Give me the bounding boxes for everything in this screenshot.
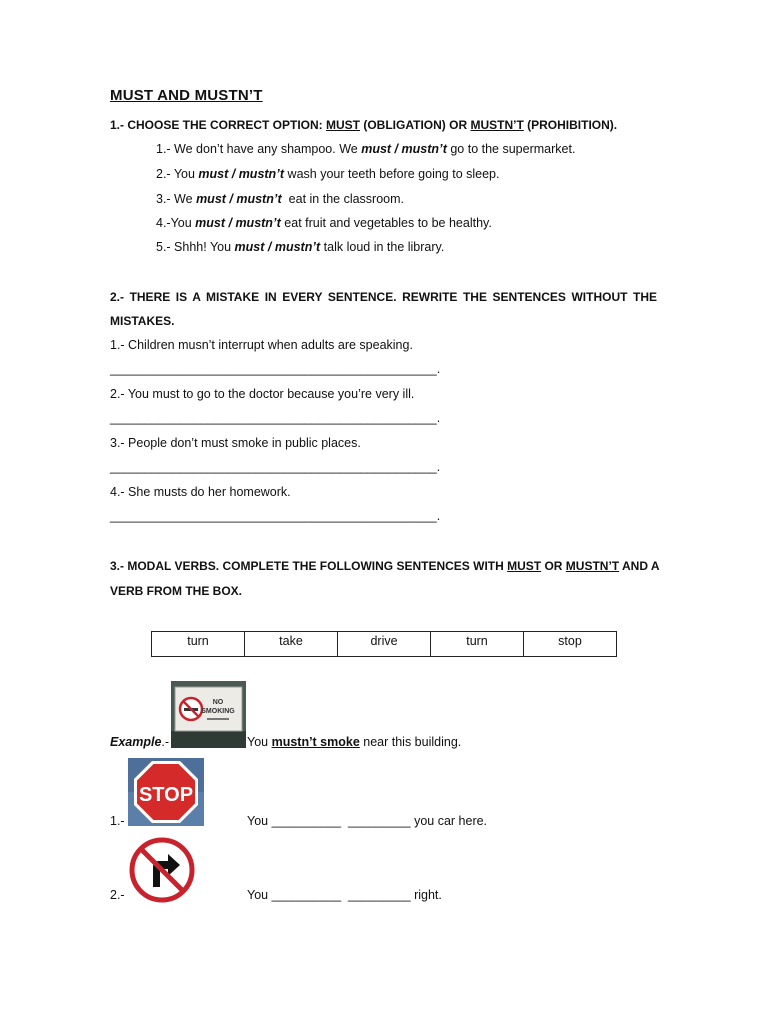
section1-heading-post: (PROHIBITION).: [523, 118, 618, 132]
mistake-sentence: 3.- People don’t must smoke in public places.: [110, 436, 361, 450]
section1-heading: [110, 118, 617, 132]
item-text: eat fruit and vegetables to be healthy.: [280, 216, 492, 230]
mistake-sentence: 2.- You must to go to the doctor because you’re very ill.: [110, 387, 415, 401]
item-text: 2.- You: [156, 167, 199, 181]
example-you: You: [247, 735, 272, 749]
svg-text:SMOKING: SMOKING: [201, 708, 235, 715]
section3-heading-pre: 3.- MODAL VERBS. COMPLETE THE FOLLOWING SENTENCES WITH: [110, 559, 508, 573]
item-options: must / mustn’t: [361, 142, 447, 156]
item-options: must / mustn’t: [195, 216, 281, 230]
section3-heading-post: AND A: [619, 559, 660, 573]
section1-heading-must: MUST: [326, 118, 361, 132]
question-1-number: 1.-: [110, 814, 125, 828]
item-options: must / mustn’t: [198, 167, 285, 181]
section1-item: [156, 240, 444, 254]
example-sentence: [247, 735, 461, 749]
section2-heading-line2: MISTAKES.: [110, 314, 175, 328]
verb-cell: turn: [431, 632, 524, 657]
section1-item: [156, 142, 575, 156]
example-dash: .-: [161, 735, 170, 749]
stop-sign-image: [128, 758, 204, 826]
verb-box: [151, 631, 617, 657]
verb-cell: take: [245, 632, 338, 657]
item-text: 4.-You: [156, 216, 196, 230]
item-text: go to the supermarket.: [446, 142, 576, 156]
item-text: talk loud in the library.: [320, 240, 445, 254]
section3-heading-mustnt: MUSTN’T: [565, 559, 620, 573]
example-label-group: [110, 735, 169, 749]
question-2-number: 2.-: [110, 888, 125, 902]
verb-cell: stop: [524, 632, 617, 657]
page-title: MUST AND MUSTN’T: [110, 87, 263, 104]
section1-heading-pre: 1.- CHOOSE THE CORRECT OPTION:: [110, 118, 327, 132]
section1-heading-mustnt: MUSTN’T: [470, 118, 524, 132]
example-answer: mustn’t smoke: [271, 735, 360, 749]
item-text: 1.- We don’t have any shampoo. We: [156, 142, 362, 156]
question-1-text[interactable]: You __________ _________ you car here.: [247, 814, 488, 828]
answer-line[interactable]: _______________________________________________.: [110, 411, 441, 425]
item-options: must / mustn’t: [234, 240, 321, 254]
svg-text:NO: NO: [212, 699, 224, 706]
section3-heading-must: MUST: [507, 559, 542, 573]
section1-item: [156, 216, 492, 230]
section2-heading-line1: 2.- THERE IS A MISTAKE IN EVERY SENTENCE. REWRITE THE SENTENCES WITHOUT THE: [110, 290, 657, 304]
no-smoking-sign-image: [171, 681, 246, 748]
section3-heading-line2: VERB FROM THE BOX.: [110, 584, 243, 598]
section1-heading-mid: (OBLIGATION) OR: [360, 118, 471, 132]
section1-item: [156, 167, 499, 181]
item-text: wash your teeth before going to sleep.: [284, 167, 500, 181]
section1-item: [156, 192, 404, 206]
example-post: near this building.: [359, 735, 462, 749]
answer-line[interactable]: _______________________________________________.: [110, 362, 441, 376]
mistake-sentence: 1.- Children musn’t interrupt when adults are speaking.: [110, 338, 413, 352]
item-text: 3.- We: [156, 192, 197, 206]
question-2-text[interactable]: You __________ _________ right.: [247, 888, 442, 902]
section3-heading-line1: [110, 559, 660, 573]
verb-cell: turn: [152, 632, 245, 657]
verb-cell: drive: [338, 632, 431, 657]
section3-heading-or: OR: [541, 559, 566, 573]
item-text: eat in the classroom.: [281, 192, 404, 206]
svg-text:STOP: STOP: [138, 784, 194, 806]
answer-line[interactable]: _______________________________________________.: [110, 460, 441, 474]
example-label: Example: [110, 735, 162, 749]
no-right-turn-sign-image: [128, 837, 196, 903]
mistake-sentence: 4.- She musts do her homework.: [110, 485, 291, 499]
item-options: must / mustn’t: [196, 192, 282, 206]
answer-line[interactable]: _______________________________________________.: [110, 509, 441, 523]
item-text: 5.- Shhh! You: [156, 240, 235, 254]
